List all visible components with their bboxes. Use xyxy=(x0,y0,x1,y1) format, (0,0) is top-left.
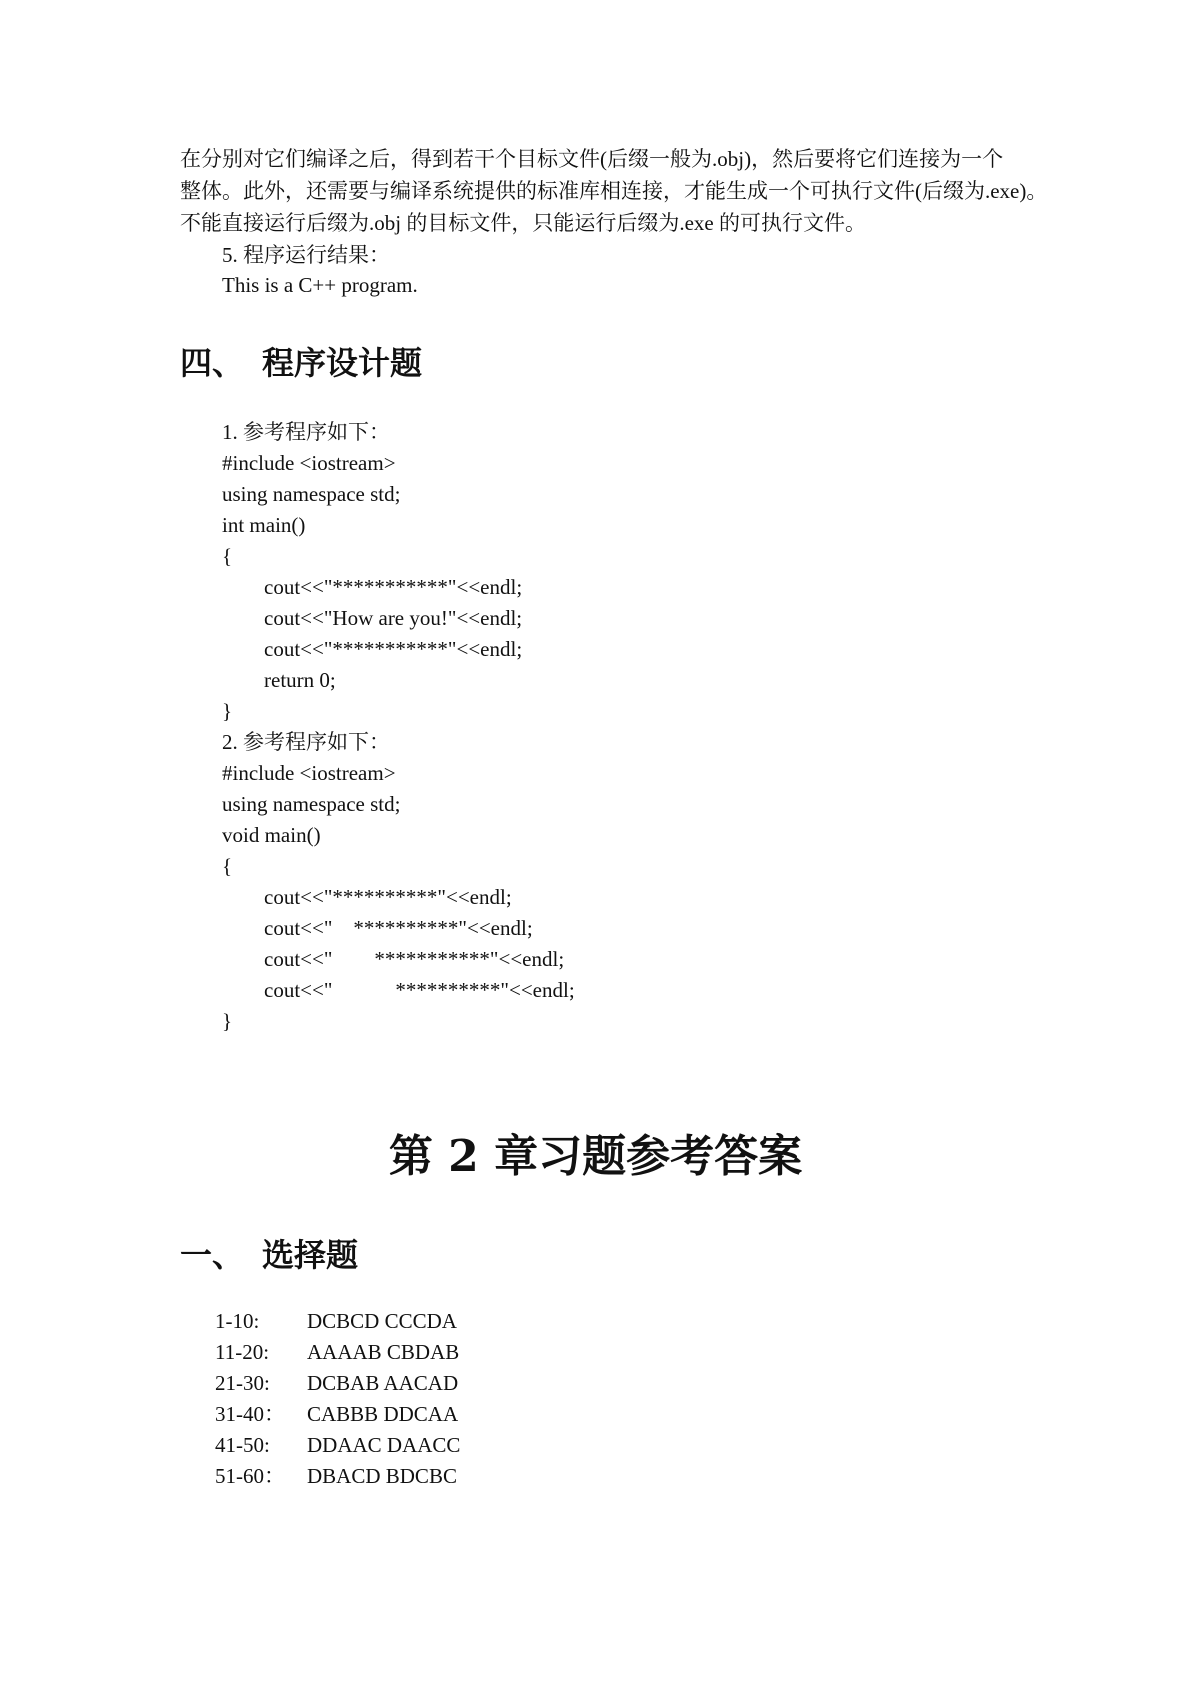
program1-code-line: return 0; xyxy=(264,668,336,692)
program1-label: 1. 参考程序如下： xyxy=(222,420,390,444)
program2-code-line: { xyxy=(222,854,233,878)
program1-code-line: using namespace std; xyxy=(222,482,401,506)
answer-value: DDAAC DAACC xyxy=(307,1433,461,1457)
answer-row xyxy=(215,1368,458,1398)
intro-paragraph xyxy=(180,143,1048,239)
intro-line-3: 不能直接运行后缀为.obj 的目标文件，只能运行后缀为.exe 的可执行文件。 xyxy=(180,211,866,235)
answer-value: CABBB DDCAA xyxy=(307,1402,459,1426)
answer-value: DCBAB AACAD xyxy=(307,1371,459,1395)
program1-code-line: { xyxy=(222,544,233,568)
section1-title: 选择题 xyxy=(262,1236,359,1274)
program2-code-line: } xyxy=(222,1009,233,1033)
item5-output: This is a C++ program. xyxy=(222,273,418,297)
answer-row xyxy=(215,1461,457,1491)
answer-row xyxy=(215,1337,459,1367)
program1-code-line: cout<<"How are you!"<<endl; xyxy=(264,606,523,630)
answer-value: DBACD BDCBC xyxy=(307,1464,457,1488)
program1-code-line: cout<<"***********"<<endl; xyxy=(264,637,523,661)
section4-number: 四、 xyxy=(180,344,245,382)
answer-row xyxy=(215,1399,458,1429)
program1-code-line: #include <iostream> xyxy=(222,451,396,475)
program2-label: 2. 参考程序如下： xyxy=(222,730,390,754)
program2-code-line: cout<<"**********"<<endl; xyxy=(264,885,512,909)
section1-number: 一、 xyxy=(180,1236,245,1274)
answer-range: 41-50: xyxy=(215,1433,270,1457)
section4-title: 程序设计题 xyxy=(262,344,423,382)
program2-code-line: cout<<" **********"<<endl; xyxy=(264,978,575,1002)
answer-range: 1-10: xyxy=(215,1309,260,1333)
program1-code-line: cout<<"***********"<<endl; xyxy=(264,575,523,599)
answer-value: DCBCD CCCDA xyxy=(307,1309,457,1333)
item5-label: 5. 程序运行结果： xyxy=(222,243,390,267)
program2-code-line: using namespace std; xyxy=(222,792,401,816)
answer-range: 11-20: xyxy=(215,1340,270,1364)
intro-line-1: 在分别对它们编译之后，得到若干个目标文件(后缀一般为.obj)，然后要将它们连接为一个 xyxy=(180,147,1004,171)
answer-range: 51-60： xyxy=(215,1464,285,1488)
program2-code-line: cout<<" **********"<<endl; xyxy=(264,916,533,940)
section4-heading xyxy=(180,338,422,384)
section1-heading xyxy=(180,1230,358,1276)
program1-code-line: int main() xyxy=(222,513,306,537)
answer-range: 31-40： xyxy=(215,1402,285,1426)
intro-line-2: 整体。此外，还需要与编译系统提供的标准库相连接，才能生成一个可执行文件(后缀为.exe)。 xyxy=(180,179,1048,203)
chapter-title: 第 2 章习题参考答案 xyxy=(388,1131,803,1182)
program1-code-line: } xyxy=(222,699,233,723)
answer-range: 21-30: xyxy=(215,1371,270,1395)
answer-row xyxy=(215,1306,457,1336)
answer-value: AAAAB CBDAB xyxy=(307,1340,460,1364)
program2-code-line: cout<<" ***********"<<endl; xyxy=(264,947,565,971)
answer-row xyxy=(215,1430,460,1460)
program2-code-line: void main() xyxy=(222,823,321,847)
program2-code-line: #include <iostream> xyxy=(222,761,396,785)
